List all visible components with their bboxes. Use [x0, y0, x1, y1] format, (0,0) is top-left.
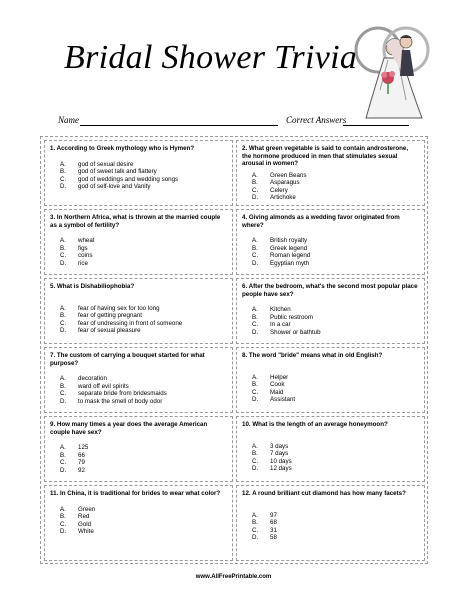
question-card: [236, 278, 425, 344]
question-text: 4. Giving almonds as a wedding favor originated from where?: [242, 214, 400, 229]
answer-option: B. Greek legend: [252, 244, 308, 252]
option-list: [242, 306, 419, 336]
question-text: 11. In China, it is traditional for brides to wear what color?: [50, 490, 221, 497]
answer-option: D. god of self-love and Vanity: [60, 183, 151, 190]
answer-option: D. 92: [60, 466, 85, 474]
answer-option: A. Helper: [252, 373, 289, 381]
question-card: [44, 278, 233, 344]
option-list: [50, 444, 227, 474]
answer-option: B. fear of getting pregnant: [60, 312, 142, 319]
answer-option: C. Gold: [60, 520, 92, 528]
option-list: [242, 237, 419, 267]
option-list: [242, 443, 419, 473]
question-card: [44, 209, 233, 275]
answer-option: D. 58: [252, 534, 277, 541]
answer-option: D. Shower or bathtub: [252, 328, 321, 336]
question-text: 9. How many times a year does the average American couple have sex?: [50, 421, 208, 436]
answer-option: D. 12 days: [252, 465, 292, 472]
question-card: [44, 416, 233, 482]
answer-option: C. 31: [252, 526, 277, 534]
answer-option: A. wheat: [60, 237, 95, 244]
name-label: Name: [58, 115, 79, 125]
answer-option: C. 79: [60, 459, 85, 466]
question-card: [44, 140, 233, 206]
question-text: 12. A round brilliant cut diamond has how many facets?: [242, 490, 406, 497]
option-list: [50, 237, 227, 267]
question-card: [44, 347, 233, 413]
answer-option: A. fear of having sex for too long: [60, 304, 160, 312]
question-card: [236, 209, 425, 275]
question-card: [236, 485, 425, 561]
answer-option: C. 10 days: [252, 457, 292, 465]
answer-option: A. decoration: [60, 375, 107, 382]
answer-option: D. rice: [60, 259, 88, 267]
answer-option: D. fear of sexual pleasure: [60, 327, 141, 334]
answer-option: D. Assistant: [252, 396, 296, 403]
answer-option: B. 7 days: [252, 450, 289, 457]
correct-answers-line[interactable]: [343, 125, 409, 126]
option-list: [242, 374, 419, 404]
answer-option: B. Public restroom: [252, 313, 313, 321]
name-line[interactable]: [80, 125, 278, 126]
answer-option: A. Green Beans: [252, 171, 307, 179]
trivia-grid: [40, 136, 428, 564]
option-list: [50, 161, 227, 191]
correct-answers-label: Correct Answers: [286, 115, 347, 125]
question-card: [44, 485, 233, 561]
answer-option: C. separate bride from bridesmaids: [60, 390, 167, 397]
question-text: 7. The custom of carrying a bouquet started for what purpose?: [50, 352, 205, 367]
answer-option: D. Egyptian myth: [252, 259, 310, 267]
answer-option: C. god of weddings and wedding songs: [60, 175, 179, 183]
option-list: [50, 305, 227, 335]
answer-option: A. Kitchen: [252, 306, 291, 313]
option-list: [242, 512, 419, 542]
question-text: 10. What is the length of an average honeymoon?: [242, 421, 388, 428]
question-card: [236, 416, 425, 482]
question-text: 8. The word "bride" means what in old English?: [242, 352, 383, 359]
option-list: [242, 172, 419, 202]
answer-option: B. Cook: [252, 381, 285, 388]
answer-option: A. 125: [60, 444, 89, 451]
option-list: [50, 506, 227, 536]
question-text: 3. In Northern Africa, what is thrown at the married couple as a symbol of fertility?: [50, 214, 221, 229]
answer-option: C. coins: [60, 252, 93, 259]
answer-option: C. Maid: [252, 388, 284, 396]
answer-option: B. Asparagus: [252, 179, 300, 186]
answer-option: B. Red: [60, 513, 90, 520]
answer-option: B. figs: [60, 244, 88, 252]
answer-option: B. ward off evil spirits: [60, 382, 129, 390]
answer-option: C. Roman legend: [252, 252, 311, 259]
answer-option: C. In a car: [252, 321, 291, 328]
answer-option: D. Artichoke: [252, 194, 296, 201]
question-text: 2. What green vegetable is said to contain androsterone, the hormone produced in men that stimulates sexual arousal in women?: [242, 145, 409, 167]
answer-option: D. to mask the smell of body odor: [60, 397, 163, 405]
bride-groom-rings-illustration: [344, 20, 444, 122]
question-card: [236, 347, 425, 413]
answer-option: C. fear of undressing in front of someone: [60, 319, 183, 327]
page-title: Bridal Shower Trivia: [64, 39, 358, 76]
answer-option: A. 97: [252, 511, 277, 519]
answer-option: B. god of sweet talk and flattery: [60, 168, 157, 175]
question-card: [236, 140, 425, 206]
answer-option: B. 68: [252, 519, 277, 526]
question-text: 5. What is Dishabiliophobia?: [50, 283, 135, 290]
option-list: [50, 375, 227, 405]
answer-option: D. White: [60, 528, 94, 535]
footer-url: www.AllFreePrintable.com: [195, 574, 272, 580]
name-row: [0, 115, 467, 129]
answer-option: A. British royalty: [252, 237, 308, 244]
question-text: 1. According to Greek mythology who is Hymen?: [50, 145, 195, 152]
answer-option: C. Celery: [252, 186, 288, 194]
question-text: 6. After the bedroom, what's the second most popular place people have sex?: [242, 283, 418, 298]
answer-option: A. Green: [60, 505, 96, 513]
answer-option: A. god of sexual desire: [60, 160, 134, 168]
answer-option: B. 66: [60, 451, 85, 459]
answer-option: A. 3 days: [252, 442, 289, 450]
